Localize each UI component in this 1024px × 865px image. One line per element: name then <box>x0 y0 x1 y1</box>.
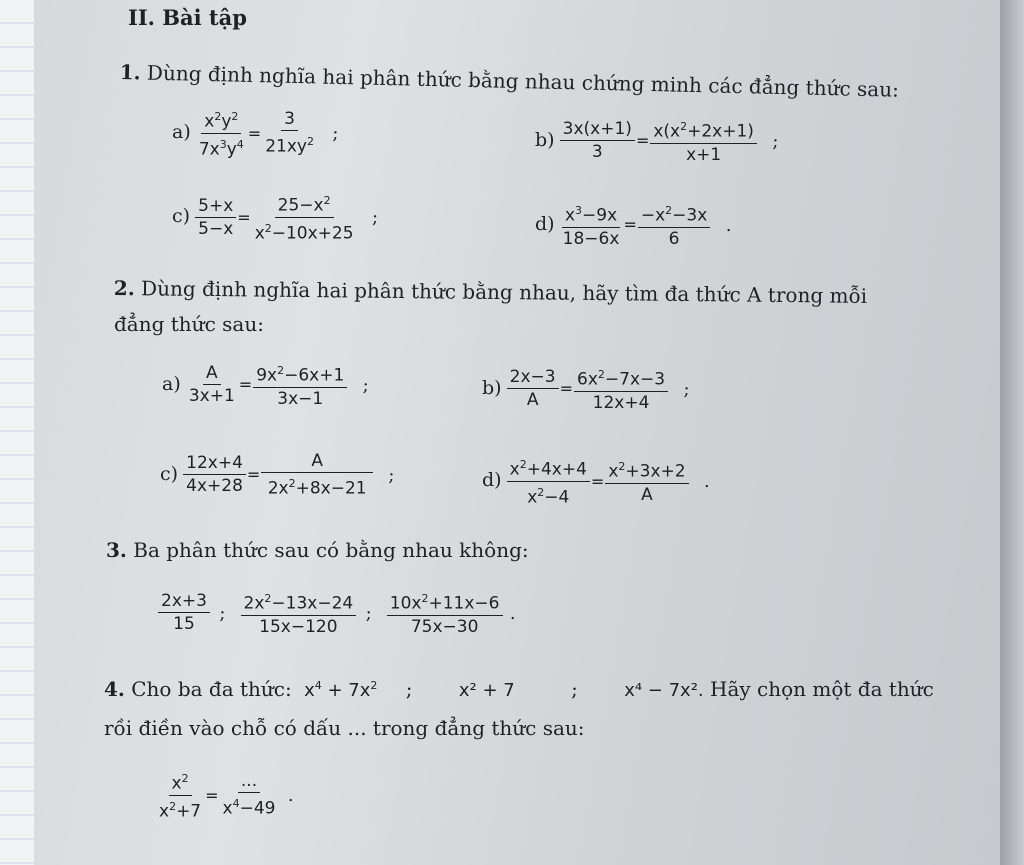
fraction: $\frac{6x^2-7x-3}{12x+4}$ <box>574 364 668 414</box>
item-label: d) <box>482 469 502 492</box>
punctuation: ; <box>388 464 395 486</box>
exercise-number: 2. <box>113 276 135 301</box>
page-edge <box>1000 0 1024 865</box>
punctuation: . <box>509 602 516 624</box>
exercise-text: Ba phân thức sau có bằng nhau không: <box>133 538 529 562</box>
exercise-number: 1. <box>119 60 141 85</box>
exercise-2d: d) $\frac{x^2+4x+4}{x^2-4}$ = $\frac{x^2+3x+2}{A}$ . <box>482 454 710 508</box>
exercise-text: Cho ba đa thức: <box>131 677 292 701</box>
fraction: $\frac{A}{2x^2+8x-21}$ <box>261 450 373 500</box>
polynomial: x⁴ − 7x². <box>624 680 704 701</box>
punctuation: . <box>725 214 732 236</box>
item-label: b) <box>535 128 555 151</box>
exercise-2b: b) $\frac{2x-3}{A}$ = $\frac{6x^2-7x-3}{12x+4}$ ; <box>482 364 690 414</box>
fraction: $\frac{3x(x+1)}{3}$ <box>560 118 635 163</box>
exercise-4-equation: $\frac{x^2}{x^2+7}$ = $\frac{...}{x^4-49}$ . <box>156 768 294 822</box>
exercise-number: 4. <box>104 677 125 701</box>
exercise-3-fractions <box>158 588 516 638</box>
fraction: $\frac{x^2y^2}{7x^3y^4}$ <box>196 106 247 160</box>
exercise-4-prompt: 4. Cho ba đa thức: $x^4 + 7x^2$ ; x² + 7 ; x⁴ − 7x². Hãy chọn một đa thức <box>104 677 934 701</box>
exercise-text: Dùng định nghĩa hai phân thức bằng nhau, hãy tìm đa thức A trong mỗi <box>140 276 868 308</box>
fraction: $\frac{10x^2+11x-6}{75x-30}$ <box>387 588 503 638</box>
exercise-1a: a) $\frac{x^2y^2}{7x^3y^4}$ = $\frac{3}{21xy^2}$ ; <box>172 106 338 160</box>
fraction: $\frac{9x^2-6x+1}{3x-1}$ <box>253 360 347 410</box>
exercise-1b: b) $\frac{3x(x+1)}{3}$ = $\frac{x(x^2+2x+1)}{x+1}$ ; <box>535 116 778 166</box>
fraction: $\frac{...}{x^4-49}$ <box>222 771 276 819</box>
item-label: a) <box>172 121 191 144</box>
fraction: $\frac{2x-3}{A}$ <box>507 366 559 411</box>
item-label: c) <box>160 462 179 485</box>
fraction: $\frac{2x^2-13x-24}{15x-120}$ <box>241 588 357 638</box>
punctuation: . <box>287 785 294 807</box>
item-label: d) <box>535 212 555 235</box>
adjacent-notebook-page <box>0 0 35 865</box>
item-label: a) <box>162 372 181 395</box>
fraction: $\frac{3}{21xy^2}$ <box>265 109 314 157</box>
polynomial: x² + 7 <box>458 680 515 701</box>
item-label: b) <box>482 376 502 399</box>
fraction: $\frac{12x+4}{4x+28}$ <box>183 452 246 497</box>
exercise-text: Hãy chọn một đa thức <box>710 677 934 701</box>
punctuation: ; <box>772 130 779 152</box>
polynomial: $x^4 + 7x^2$ <box>304 679 378 701</box>
fraction: $\frac{x(x^2+2x+1)}{x+1}$ <box>650 116 757 166</box>
exercise-1c: c) $\frac{5+x}{5-x}$ = $\frac{25-x^2}{x^2-10x+25}$ ; <box>172 190 378 244</box>
fraction: $\frac{x^2}{x^2+7}$ <box>156 768 204 822</box>
blank-placeholder: ... <box>238 770 260 793</box>
fraction: $\frac{25-x^2}{x^2-10x+25}$ <box>252 190 357 244</box>
fraction: $\frac{x^2+3x+2}{A}$ <box>605 456 688 506</box>
punctuation: ; <box>683 378 690 400</box>
fraction: $\frac{-x^2-3x}{6}$ <box>638 200 710 250</box>
exercise-2c: c) $\frac{12x+4}{4x+28}$ = $\frac{A}{2x^2+8x-21}$ ; <box>160 451 395 499</box>
exercise-1d: d) $\frac{x^3-9x}{18-6x}$ = $\frac{-x^2-3x}{6}$ . <box>535 200 731 250</box>
exercise-4-prompt-line2: rồi điền vào chỗ có dấu ... trong đẳng thức sau: <box>104 716 585 740</box>
fraction: $\frac{A}{3x+1}$ <box>188 363 235 407</box>
punctuation: ; <box>362 374 369 396</box>
exercise-text: Dùng định nghĩa hai phân thức bằng nhau chứng minh các đẳng thức sau: <box>146 60 900 102</box>
fraction: $\frac{2x+3}{15}$ <box>158 590 210 635</box>
punctuation: ; <box>371 207 379 229</box>
fraction: $\frac{x^2+4x+4}{x^2-4}$ <box>507 454 590 508</box>
punctuation: . <box>703 471 710 493</box>
exercise-2a: a) $\frac{A}{3x+1}$ = $\frac{9x^2-6x+1}{3x-1}$ ; <box>162 360 369 410</box>
exercise-number: 3. <box>106 538 127 562</box>
fraction: $\frac{x^3-9x}{18-6x}$ <box>560 200 623 250</box>
section-title: II. Bài tập <box>128 5 247 30</box>
punctuation: ; <box>332 123 339 145</box>
exercise-2-prompt-line2: đẳng thức sau: <box>114 312 264 336</box>
fraction: $\frac{5+x}{5-x}$ <box>195 195 236 240</box>
item-label: c) <box>172 205 191 228</box>
separator: ; <box>365 602 372 624</box>
separator: ; <box>219 602 226 624</box>
exercise-3-prompt <box>106 538 529 562</box>
